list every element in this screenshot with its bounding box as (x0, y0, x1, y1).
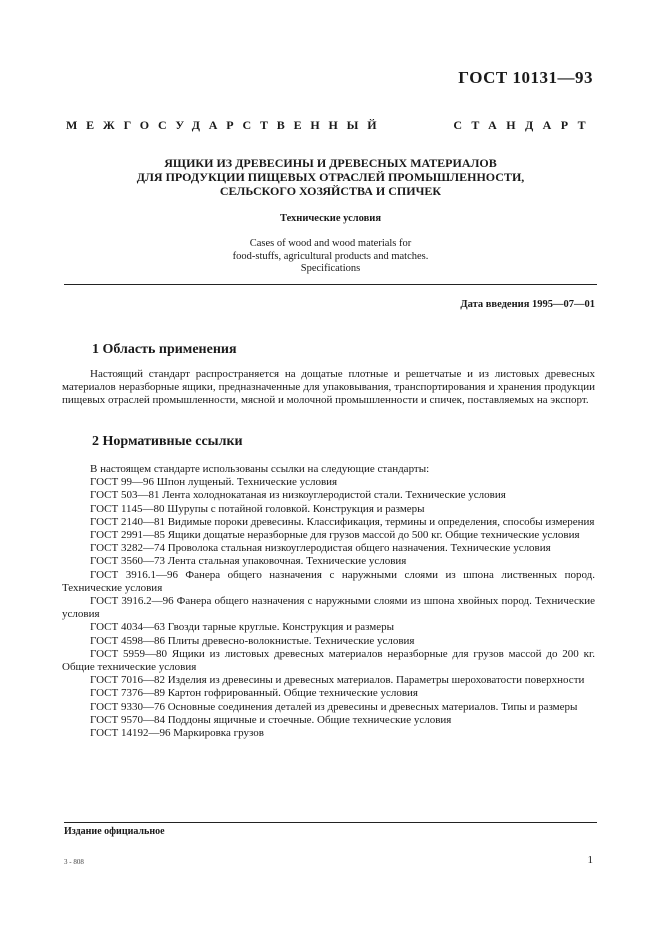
footer-divider (64, 822, 597, 823)
reference-item: ГОСТ 3560—73 Лента стальная упаковочная. Технические условия (90, 555, 407, 568)
document-title-english: Cases of wood and wood materials for food-stuffs, agricultural products and matches. Specifications (232, 238, 429, 274)
reference-item: ГОСТ 99—96 Шпон лущеный. Технические условия (90, 476, 338, 489)
edition-label: Издание официальное (64, 826, 165, 837)
document-title: ЯЩИКИ ИЗ ДРЕВЕСИНЫ И ДРЕВЕСНЫХ МАТЕРИАЛОВ ДЛЯ ПРОДУКЦИИ ПИЩЕВЫХ ОТРАСЛЕЙ ПРОМЫШЛЕННОСТИ, СЕЛЬСКОГО ХОЗЯЙСТВА И СПИЧЕК (136, 156, 525, 198)
reference-item: ГОСТ 1145—80 Шурупы с потайной головкой. Конструкция и размеры (90, 502, 425, 515)
section-1-heading: 1 Область применения (92, 342, 237, 357)
interstate-label: МЕЖГОСУДАРСТВЕННЫЙ (66, 118, 386, 132)
reference-item: ГОСТ 2140—81 Видимые пороки древесины. Классификация, термины и определения, способы измерения (90, 515, 595, 528)
reference-item: ГОСТ 14192—96 Маркировка грузов (90, 727, 264, 740)
reference-item: ГОСТ 7016—82 Изделия из древесины и древесных материалов. Параметры шероховатости поверхности (90, 674, 585, 687)
reference-item: ГОСТ 4034—63 Гвозди тарные круглые. Конструкция и размеры (90, 621, 395, 634)
document-subtitle: Технические условия (279, 213, 382, 224)
section-1-text: Настоящий стандарт распространяется на дощатые плотные и решетчатые и из листовых древесных материалов неразборные ящики, предназначенные для упаковывания, транспортирования и хранения продукции пищевых отраслей промышленности, мясной и молочной промышленности и спичек, поставляемых на экспорт. (62, 368, 595, 407)
reference-item: ГОСТ 9570—84 Поддоны ящичные и стоечные. Общие технические условия (90, 713, 452, 726)
reference-item: ГОСТ 3916.2—96 Фанера общего назначения с наружными слоями из шпона хвойных пород. Технические условия (62, 595, 595, 621)
reference-item: ГОСТ 9330—76 Основные соединения деталей из древесины и древесных материалов. Типы и размеры (90, 700, 578, 713)
introduction-date: Дата введения 1995—07—01 (460, 299, 595, 310)
standard-type-line (66, 118, 595, 133)
standard-label: СТАНДАРТ (453, 118, 595, 132)
page-number: 1 (587, 854, 593, 866)
reference-item: ГОСТ 3916.1—96 Фанера общего назначения с наружными слоями из шпона лиственных пород. Технические условия (62, 568, 595, 594)
reference-item: ГОСТ 5959—80 Ящики из листовых древесных материалов неразборные для грузов массой до 200 кг. Общие технические условия (62, 647, 595, 674)
reference-item: ГОСТ 503—81 Лента холоднокатаная из низкоуглеродистой стали. Технические условия (90, 489, 506, 502)
header-divider (64, 284, 597, 285)
references-list (62, 463, 595, 740)
print-code: 3 - 808 (64, 858, 84, 866)
gost-number: ГОСТ 10131—93 (458, 68, 593, 87)
reference-item: ГОСТ 7376—89 Картон гофрированный. Общие технические условия (90, 687, 418, 700)
reference-item: ГОСТ 3282—74 Проволока стальная низкоуглеродистая общего назначения. Технические условия (90, 542, 551, 555)
reference-item: ГОСТ 4598—86 Плиты древесно-волокнистые. Технические условия (90, 634, 415, 647)
title-block (66, 156, 595, 276)
reference-item: ГОСТ 2991—85 Ящики дощатые неразборные для грузов массой до 500 кг. Общие технические условия (90, 529, 580, 542)
references-intro: В настоящем стандарте использованы ссылки на следующие стандарты: (90, 463, 430, 475)
section-2-heading: 2 Нормативные ссылки (92, 434, 243, 449)
